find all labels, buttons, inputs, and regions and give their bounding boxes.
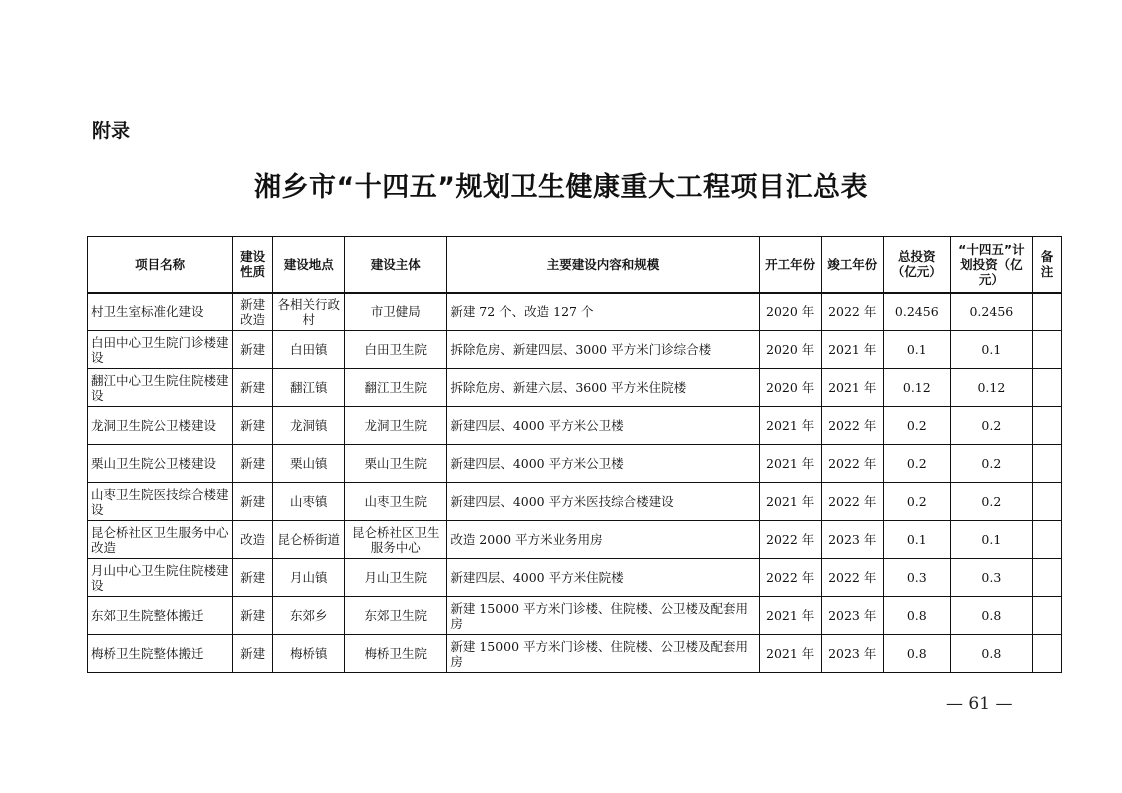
cell-location: 白田镇 [273, 331, 345, 369]
header-plan-investment: “十四五”计划投资（亿元） [950, 237, 1032, 293]
cell-content: 新建 15000 平方米门诊楼、住院楼、公卫楼及配套用房 [447, 635, 759, 673]
cell-start-year: 2021 年 [759, 483, 821, 521]
cell-start-year: 2020 年 [759, 331, 821, 369]
cell-project-name: 栗山卫生院公卫楼建设 [88, 445, 233, 483]
header-nature: 建设性质 [233, 237, 273, 293]
cell-project-name: 翻江中心卫生院住院楼建设 [88, 369, 233, 407]
table-row [88, 407, 1062, 445]
cell-owner: 翻江卫生院 [345, 369, 447, 407]
cell-total-investment: 0.1 [883, 331, 950, 369]
cell-total-investment: 0.8 [883, 635, 950, 673]
cell-nature: 新建改造 [233, 293, 273, 331]
header-note: 备注 [1032, 237, 1061, 293]
cell-end-year: 2023 年 [821, 521, 883, 559]
cell-nature: 新建 [233, 635, 273, 673]
cell-note [1032, 407, 1061, 445]
cell-end-year: 2023 年 [821, 635, 883, 673]
cell-total-investment: 0.12 [883, 369, 950, 407]
cell-nature: 新建 [233, 597, 273, 635]
cell-note [1032, 559, 1061, 597]
header-owner: 建设主体 [345, 237, 447, 293]
cell-note [1032, 331, 1061, 369]
cell-plan-investment: 0.8 [950, 635, 1032, 673]
header-start-year: 开工年份 [759, 237, 821, 293]
cell-end-year: 2021 年 [821, 331, 883, 369]
cell-start-year: 2021 年 [759, 597, 821, 635]
cell-project-name: 梅桥卫生院整体搬迁 [88, 635, 233, 673]
table-row [88, 635, 1062, 673]
header-row [88, 237, 1062, 293]
cell-plan-investment: 0.2 [950, 445, 1032, 483]
cell-owner: 昆仑桥社区卫生服务中心 [345, 521, 447, 559]
cell-content: 新建四层、4000 平方米医技综合楼建设 [447, 483, 759, 521]
cell-content: 新建 72 个、改造 127 个 [447, 293, 759, 331]
page-number: — 61 — [946, 694, 1013, 714]
cell-location: 各相关行政村 [273, 293, 345, 331]
header-location: 建设地点 [273, 237, 345, 293]
cell-total-investment: 0.2 [883, 483, 950, 521]
table-row [88, 483, 1062, 521]
cell-note [1032, 521, 1061, 559]
cell-location: 翻江镇 [273, 369, 345, 407]
cell-nature: 新建 [233, 331, 273, 369]
cell-location: 梅桥镇 [273, 635, 345, 673]
table-row [88, 445, 1062, 483]
cell-nature: 新建 [233, 445, 273, 483]
cell-project-name: 山枣卫生院医技综合楼建设 [88, 483, 233, 521]
cell-start-year: 2020 年 [759, 369, 821, 407]
cell-location: 东郊乡 [273, 597, 345, 635]
cell-content: 拆除危房、新建四层、3000 平方米门诊综合楼 [447, 331, 759, 369]
cell-owner: 龙洞卫生院 [345, 407, 447, 445]
cell-plan-investment: 0.8 [950, 597, 1032, 635]
appendix-label: 附录 [92, 120, 131, 142]
table-row [88, 331, 1062, 369]
cell-note [1032, 369, 1061, 407]
cell-total-investment: 0.1 [883, 521, 950, 559]
page-title: 湘乡市“十四五”规划卫生健康重大工程项目汇总表 [254, 172, 868, 203]
cell-content: 新建 15000 平方米门诊楼、住院楼、公卫楼及配套用房 [447, 597, 759, 635]
cell-plan-investment: 0.1 [950, 521, 1032, 559]
table-row [88, 369, 1062, 407]
table-row [88, 597, 1062, 635]
cell-total-investment: 0.2456 [883, 293, 950, 331]
cell-location: 龙洞镇 [273, 407, 345, 445]
cell-owner: 山枣卫生院 [345, 483, 447, 521]
cell-plan-investment: 0.12 [950, 369, 1032, 407]
header-name: 项目名称 [88, 237, 233, 293]
cell-owner: 梅桥卫生院 [345, 635, 447, 673]
cell-start-year: 2020 年 [759, 293, 821, 331]
cell-owner: 市卫健局 [345, 293, 447, 331]
cell-project-name: 村卫生室标准化建设 [88, 293, 233, 331]
cell-owner: 东郊卫生院 [345, 597, 447, 635]
cell-note [1032, 635, 1061, 673]
cell-project-name: 东郊卫生院整体搬迁 [88, 597, 233, 635]
cell-end-year: 2023 年 [821, 597, 883, 635]
cell-project-name: 昆仑桥社区卫生服务中心改造 [88, 521, 233, 559]
cell-end-year: 2022 年 [821, 445, 883, 483]
cell-owner: 栗山卫生院 [345, 445, 447, 483]
cell-note [1032, 445, 1061, 483]
cell-content: 拆除危房、新建六层、3600 平方米住院楼 [447, 369, 759, 407]
table-row [88, 559, 1062, 597]
header-end-year: 竣工年份 [821, 237, 883, 293]
cell-nature: 新建 [233, 407, 273, 445]
table-row [88, 293, 1062, 331]
header-content: 主要建设内容和规模 [447, 237, 759, 293]
cell-content: 新建四层、4000 平方米公卫楼 [447, 445, 759, 483]
cell-total-investment: 0.8 [883, 597, 950, 635]
cell-plan-investment: 0.1 [950, 331, 1032, 369]
header-total-investment: 总投资（亿元） [883, 237, 950, 293]
project-summary-table [87, 236, 1062, 673]
cell-content: 新建四层、4000 平方米住院楼 [447, 559, 759, 597]
cell-location: 山枣镇 [273, 483, 345, 521]
cell-start-year: 2021 年 [759, 635, 821, 673]
cell-nature: 改造 [233, 521, 273, 559]
table-row [88, 521, 1062, 559]
cell-owner: 月山卫生院 [345, 559, 447, 597]
cell-end-year: 2022 年 [821, 407, 883, 445]
cell-project-name: 白田中心卫生院门诊楼建设 [88, 331, 233, 369]
cell-project-name: 月山中心卫生院住院楼建设 [88, 559, 233, 597]
cell-plan-investment: 0.2456 [950, 293, 1032, 331]
cell-start-year: 2022 年 [759, 521, 821, 559]
cell-note [1032, 483, 1061, 521]
cell-content: 新建四层、4000 平方米公卫楼 [447, 407, 759, 445]
cell-end-year: 2022 年 [821, 293, 883, 331]
cell-total-investment: 0.2 [883, 407, 950, 445]
cell-note [1032, 597, 1061, 635]
cell-note [1032, 293, 1061, 331]
cell-start-year: 2021 年 [759, 407, 821, 445]
cell-content: 改造 2000 平方米业务用房 [447, 521, 759, 559]
cell-project-name: 龙洞卫生院公卫楼建设 [88, 407, 233, 445]
cell-location: 栗山镇 [273, 445, 345, 483]
cell-start-year: 2022 年 [759, 559, 821, 597]
cell-total-investment: 0.2 [883, 445, 950, 483]
cell-plan-investment: 0.3 [950, 559, 1032, 597]
cell-nature: 新建 [233, 369, 273, 407]
cell-total-investment: 0.3 [883, 559, 950, 597]
cell-plan-investment: 0.2 [950, 407, 1032, 445]
cell-plan-investment: 0.2 [950, 483, 1032, 521]
cell-nature: 新建 [233, 559, 273, 597]
cell-nature: 新建 [233, 483, 273, 521]
cell-end-year: 2022 年 [821, 483, 883, 521]
cell-owner: 白田卫生院 [345, 331, 447, 369]
cell-location: 昆仑桥街道 [273, 521, 345, 559]
cell-start-year: 2021 年 [759, 445, 821, 483]
cell-end-year: 2021 年 [821, 369, 883, 407]
cell-end-year: 2022 年 [821, 559, 883, 597]
cell-location: 月山镇 [273, 559, 345, 597]
